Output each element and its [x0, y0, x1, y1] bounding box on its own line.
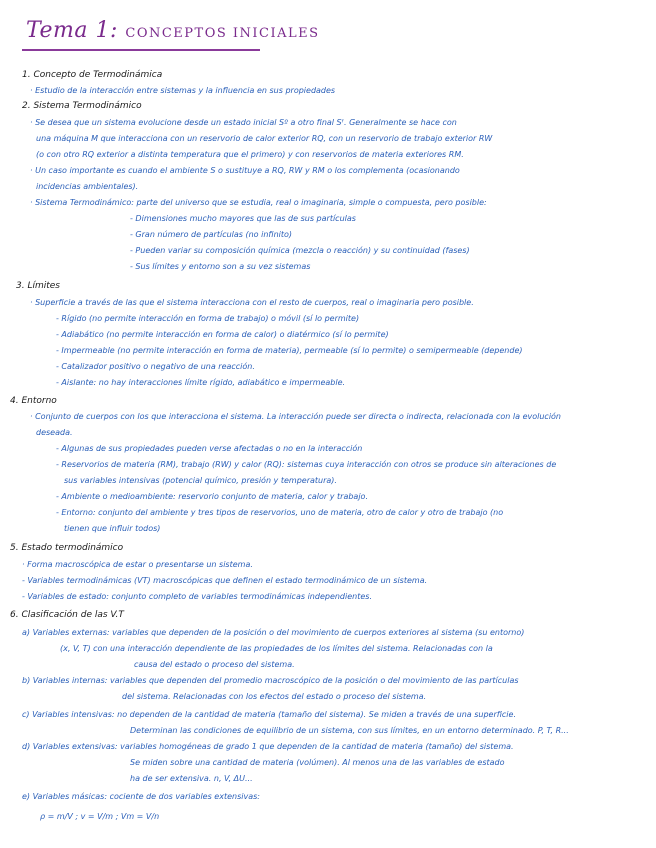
- note-line: - Dimensiones mucho mayores que las de sus partículas: [130, 214, 356, 223]
- section-heading: 5. Estado termodinámico: [10, 543, 124, 553]
- section-heading: 6. Clasificación de las V.T: [10, 610, 124, 620]
- note-line: ρ = m/V ; v = V/m ; Vm = V/n: [40, 812, 160, 821]
- note-line: · Sistema Termodinámico: parte del universo que se estudia, real o imaginaria, simple o compuesta, pero posible:: [30, 198, 487, 207]
- note-line: - Rígido (no permite interacción en forma de trabajo) o móvil (sí lo permite): [56, 314, 360, 323]
- section-heading: 2. Sistema Termodinámico: [22, 101, 142, 111]
- note-line: - Variables de estado: conjunto completo de variables termodinámicas independientes.: [22, 592, 372, 601]
- note-line: · Forma macroscópica de estar o presentarse un sistema.: [22, 560, 253, 569]
- note-line: - Catalizador positivo o negativo de una reacción.: [56, 362, 255, 371]
- note-line: - Ambiente o medioambiente: reservorio conjunto de materia, calor y trabajo.: [56, 492, 368, 501]
- note-line: tienen que influir todos): [64, 524, 161, 533]
- note-line: deseada.: [36, 428, 73, 437]
- note-line: - Impermeable (no permite interacción en forma de materia), permeable (sí lo permite) o semipermeable (depende): [56, 346, 523, 355]
- note-line: - Algunas de sus propiedades pueden verse afectadas o no en la interacción: [56, 444, 363, 453]
- title-underline: [22, 49, 260, 51]
- note-line: sus variables intensivas (potencial químico, presión y temperatura).: [64, 476, 337, 485]
- note-line: · Se desea que un sistema evolucione desde un estado inicial Sº a otro final Sᶠ. Generalmente se hace con: [30, 118, 457, 127]
- note-line: - Adiabático (no permite interacción en forma de calor) o diatérmico (sí lo permite): [56, 330, 389, 339]
- note-line: (o con otro RQ exterior a distinta temperatura que el primero) y con reservorios de materia exteriores RM.: [36, 150, 464, 159]
- note-line: e) Variables másicas: cociente de dos variables extensivas:: [22, 792, 260, 801]
- note-line: Se miden sobre una cantidad de materia (volúmen). Al menos una de las variables de estado: [130, 758, 505, 767]
- note-line: · Conjunto de cuerpos con los que interacciona el sistema. La interacción puede ser directa o indirecta, relacionada con la evolución: [30, 412, 562, 421]
- note-line: Determinan las condiciones de equilibrio de un sistema, con sus límites, en un entorno determinado. P, T, R...: [130, 726, 569, 735]
- note-line: - Aislante: no hay interacciones límite rígido, adiabático e impermeable.: [56, 378, 346, 387]
- note-line: c) Variables intensivas: no dependen de la cantidad de materia (tamaño del sistema). Se miden a través de una superficie.: [22, 710, 516, 719]
- note-line: causa del estado o proceso del sistema.: [134, 660, 295, 669]
- note-line: - Variables termodinámicas (VT) macroscópicas que definen el estado termodinámico de un sistema.: [22, 576, 428, 585]
- page-title: [26, 18, 320, 43]
- section-heading: 4. Entorno: [10, 396, 57, 406]
- section-heading: 1. Concepto de Termodinámica: [22, 70, 163, 80]
- note-line: - Entorno: conjunto del ambiente y tres tipos de reservorios, uno de materia, otro de calor y otro de trabajo (no: [56, 508, 504, 517]
- note-line: · Un caso importante es cuando el ambiente S o sustituye a RQ, RW y RM o los complementa (ocasionando: [30, 166, 460, 175]
- note-line: a) Variables externas: variables que dependen de la posición o del movimiento de cuerpos exteriores al sistema (su entorno): [22, 628, 525, 637]
- note-line: · Estudio de la interacción entre sistemas y la influencia en sus propiedades: [30, 86, 336, 95]
- note-line: - Reservorios de materia (RM), trabajo (RW) y calor (RQ): sistemas cuya interacción con otros se produce sin alteraciones de: [56, 460, 557, 469]
- note-line: - Pueden variar su composición química (mezcla o reacción) y su continuidad (fases): [130, 246, 470, 255]
- note-line: · Superficie a través de las que el sistema interacciona con el resto de cuerpos, real o imaginaria pero posible.: [30, 298, 474, 307]
- note-line: b) Variables internas: variables que dependen del promedio macroscópico de la posición o del movimiento de las partículas: [22, 676, 519, 685]
- section-heading: 3. Límites: [16, 281, 60, 291]
- note-line: ha de ser extensiva. n, V, ΔU...: [130, 774, 253, 783]
- note-line: del sistema. Relacionadas con los efectos del estado o proceso del sistema.: [122, 692, 427, 701]
- note-line: (x, V, T) con una interacción dependiente de las propiedades de los límites del sistema. Relacionadas con la: [60, 644, 493, 653]
- note-line: incidencias ambientales).: [36, 182, 139, 191]
- note-line: una máquina M que interacciona con un reservorio de calor exterior RQ, con un reservorio de trabajo exterior RW: [36, 134, 493, 143]
- title-main: Tema 1:: [26, 18, 118, 43]
- note-line: d) Variables extensivas: variables homogéneas de grado 1 que dependen de la cantidad de materia (tamaño) del sistema.: [22, 742, 514, 751]
- note-line: - Sus límites y entorno son a su vez sistemas: [130, 262, 311, 271]
- title-sub: CONCEPTOS INICIALES: [125, 26, 320, 41]
- note-line: - Gran número de partículas (no infinito): [130, 230, 293, 239]
